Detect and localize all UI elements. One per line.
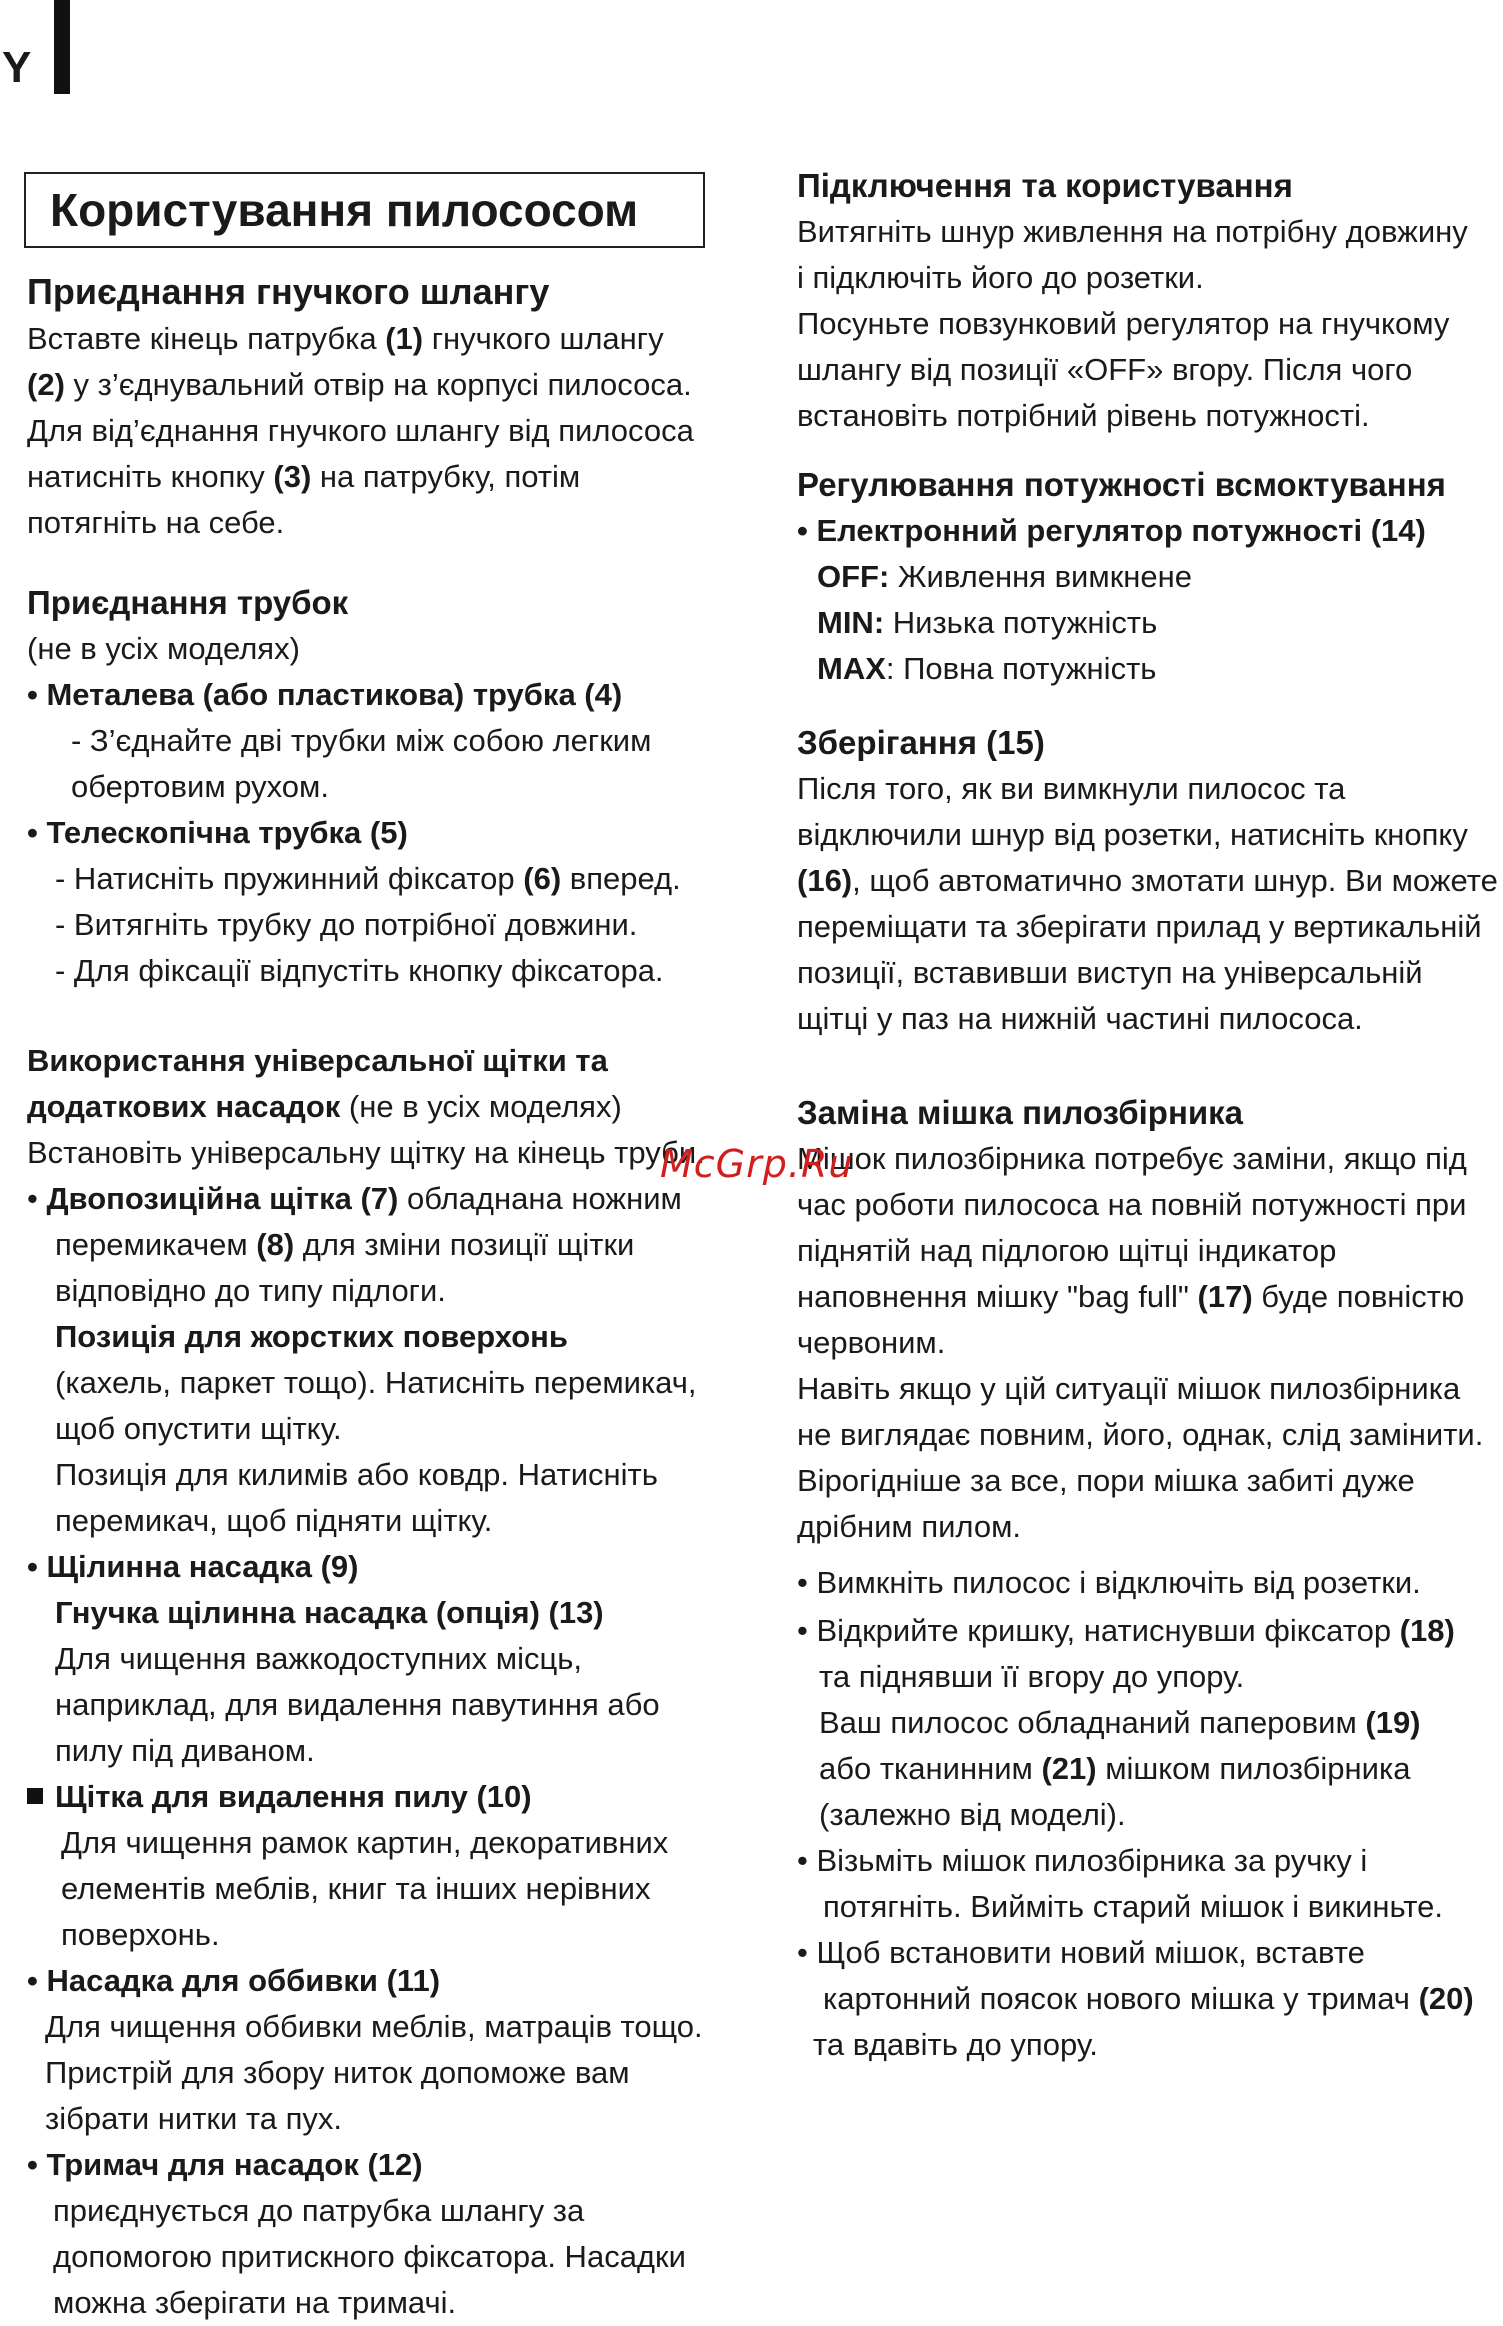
bag-step-4-line-3: та вдавіть до упору.	[813, 2027, 1098, 2062]
bag-line-6: Навіть якщо у цій ситуації мішок пилозбірника	[797, 1371, 1461, 1406]
connect-section	[797, 163, 1468, 439]
section-title: Користування пилососом	[24, 172, 705, 248]
storage-line-1: Після того, як ви вимкнули пилосос та	[797, 771, 1346, 806]
hard-surface-line-1: (кахель, паркет тощо). Натисніть перемикач,	[55, 1365, 697, 1400]
language-bar	[54, 0, 70, 94]
bag-step-3: • Візьміть мішок пилозбірника за ручку і	[797, 1843, 1368, 1878]
power-min-line: MIN: Низька потужність	[817, 605, 1158, 640]
dust-brush-line-3: поверхонь.	[61, 1917, 220, 1952]
power-off-line: OFF: Живлення вимкнене	[817, 559, 1192, 594]
hard-surface-line-2: щоб опустити щітку.	[55, 1411, 342, 1446]
hose-line-2: (2) у з’єднувальний отвір на корпусі пилососа.	[27, 367, 692, 402]
hose-line-1: Вставте кінець патрубка (1) гнучкого шлангу	[27, 321, 664, 356]
power-regulator-item: • Електронний регулятор потужності (14)	[797, 513, 1426, 548]
telescopic-tube-item: • Телескопічна трубка (5)	[27, 815, 408, 850]
power-heading: Регулювання потужності всмоктування	[797, 466, 1446, 503]
tool-holder-line-1: приєднується до патрубка шлангу за	[53, 2193, 585, 2228]
storage-line-4: переміщати та зберігати прилад у вертикальній	[797, 909, 1482, 944]
tool-holder-line-3: можна зберігати на тримачі.	[53, 2285, 457, 2320]
power-max-line: MAX: Повна потужність	[817, 651, 1157, 686]
storage-section	[797, 720, 1498, 1042]
connect-line-1: Витягніть шнур живлення на потрібну довжину	[797, 214, 1468, 249]
brush-intro: Встановіть універсальну щітку на кінець труби.	[27, 1135, 705, 1170]
bag-step-1: • Вимкніть пилосос і відключіть від розетки.	[797, 1565, 1421, 1600]
hard-surface-heading: Позиція для жорстких поверхонь	[55, 1319, 568, 1354]
bag-line-1: Мішок пилозбірника потребує заміни, якщо під	[797, 1141, 1467, 1176]
crevice-line-3: пилу під диваном.	[55, 1733, 315, 1768]
metal-tube-line-2: обертовим рухом.	[71, 769, 329, 804]
storage-line-3: (16), щоб автоматично змотати шнур. Ви можете	[797, 863, 1498, 898]
bag-section	[797, 1090, 1483, 2068]
hose-heading: Приєднання гнучкого шлангу	[27, 271, 550, 312]
power-section	[797, 462, 1446, 692]
brush-heading-1: Використання універсальної щітки та	[27, 1043, 608, 1078]
flex-crevice-item: Гнучка щілинна насадка (опція) (13)	[55, 1595, 604, 1630]
storage-heading: Зберігання (15)	[797, 724, 1045, 761]
bag-step-2-line-3: Ваш пилосос обладнаний паперовим (19)	[819, 1705, 1421, 1740]
storage-line-2: відключили шнур від розетки, натисніть кнопку	[797, 817, 1468, 852]
bag-step-3-line-2: потягніть. Вийміть старий мішок і викиньте.	[823, 1889, 1443, 1924]
page-header	[0, 0, 90, 110]
metal-tube-line-1: - З’єднайте дві трубки між собою легким	[71, 723, 652, 758]
brush-heading-2: додаткових насадок (не в усіх моделях)	[27, 1089, 622, 1124]
tool-holder-line-2: допомогою притискного фіксатора. Насадки	[53, 2239, 686, 2274]
bag-line-4: наповнення мішку "bag full" (17) буде повністю	[797, 1279, 1465, 1314]
hose-line-5: потягніть на себе.	[27, 505, 285, 540]
bag-step-2: • Відкрийте кришку, натиснувши фіксатор (18)	[797, 1613, 1455, 1648]
bag-step-2-line-2: та піднявши її вгору до упору.	[819, 1659, 1245, 1694]
storage-line-5: позиції, вставивши виступ на універсальній	[797, 955, 1423, 990]
upholstery-line-3: зібрати нитки та пух.	[45, 2101, 343, 2136]
bag-line-8: Вірогідніше за все, пори мішка забиті дуже	[797, 1463, 1415, 1498]
telescopic-line-2: - Витягніть трубку до потрібної довжини.	[55, 907, 638, 942]
upholstery-tool-item: • Насадка для оббивки (11)	[27, 1963, 441, 1998]
bag-line-5: червоним.	[797, 1325, 946, 1360]
upholstery-line-2: Пристрій для збору ниток допоможе вам	[45, 2055, 630, 2090]
tubes-heading: Приєднання трубок	[27, 584, 349, 621]
telescopic-line-1: - Натисніть пружинний фіксатор (6) вперед.	[55, 861, 681, 896]
connect-line-4: шлангу від позиції «OFF» вгору. Після чого	[797, 352, 1413, 387]
crevice-line-1: Для чищення важкодоступних місць,	[55, 1641, 582, 1676]
connect-line-3: Посуньте повзунковий регулятор на гнучкому	[797, 306, 1450, 341]
bag-line-2: час роботи пилососа на повній потужності при	[797, 1187, 1467, 1222]
bag-line-7: не виглядає повним, його, однак, слід замінити.	[797, 1417, 1484, 1452]
dual-brush-line-3: відповідно до типу підлоги.	[55, 1273, 446, 1308]
dust-brush-line-1: Для чищення рамок картин, декоративних	[61, 1825, 669, 1860]
bag-step-4-line-2: картонний поясок нового мішка у тримач (20)	[823, 1981, 1474, 2016]
dual-brush-item: • Двопозиційна щітка (7) обладнана ножним	[27, 1181, 682, 1216]
dual-brush-line-2: перемикачем (8) для зміни позиції щітки	[55, 1227, 635, 1262]
hose-line-3: Для від’єднання гнучкого шлангу від пилососа	[27, 413, 694, 448]
square-bullet-icon	[27, 1788, 43, 1804]
bag-step-2-line-4: або тканинним (21) мішком пилозбірника	[819, 1751, 1411, 1786]
carpet-line-1: Позиція для килимів або ковдр. Натисніть	[55, 1457, 658, 1492]
storage-line-6: щітці у паз на нижній частині пилососа.	[797, 1001, 1363, 1036]
hose-section	[27, 268, 694, 546]
bag-heading: Заміна мішка пилозбірника	[797, 1094, 1244, 1131]
tool-holder-item: • Тримач для насадок (12)	[27, 2147, 423, 2182]
bag-step-4: • Щоб встановити новий мішок, вставте	[797, 1935, 1365, 1970]
bag-line-9: дрібним пилом.	[797, 1509, 1022, 1544]
dust-brush-line-2: елементів меблів, книг та інших нерівних	[61, 1871, 651, 1906]
upholstery-line-1: Для чищення оббивки меблів, матраців тощо.	[45, 2009, 703, 2044]
crevice-tool-item: • Щілинна насадка (9)	[27, 1549, 359, 1584]
hose-line-4: натисніть кнопку (3) на патрубку, потім	[27, 459, 581, 494]
brush-section	[27, 1038, 705, 2326]
language-letter: Y	[2, 43, 32, 92]
dust-brush-item: Щітка для видалення пилу (10)	[27, 1774, 705, 1820]
connect-heading: Підключення та користування	[797, 167, 1293, 204]
tubes-subtitle: (не в усіх моделях)	[27, 631, 300, 666]
metal-tube-item: • Металева (або пластикова) трубка (4)	[27, 677, 623, 712]
carpet-line-2: перемикач, щоб підняти щітку.	[55, 1503, 493, 1538]
bag-step-2-line-5: (залежно від моделі).	[819, 1797, 1126, 1832]
telescopic-line-3: - Для фіксації відпустіть кнопку фіксатора.	[55, 953, 664, 988]
tubes-section	[27, 580, 681, 994]
bag-line-3: піднятій над підлогою щітці індикатор	[797, 1233, 1337, 1268]
watermark: McGrp.Ru	[660, 1142, 854, 1186]
crevice-line-2: наприклад, для видалення павутиння або	[55, 1687, 660, 1722]
connect-line-5: встановіть потрібний рівень потужності.	[797, 398, 1370, 433]
connect-line-2: і підключіть його до розетки.	[797, 260, 1204, 295]
